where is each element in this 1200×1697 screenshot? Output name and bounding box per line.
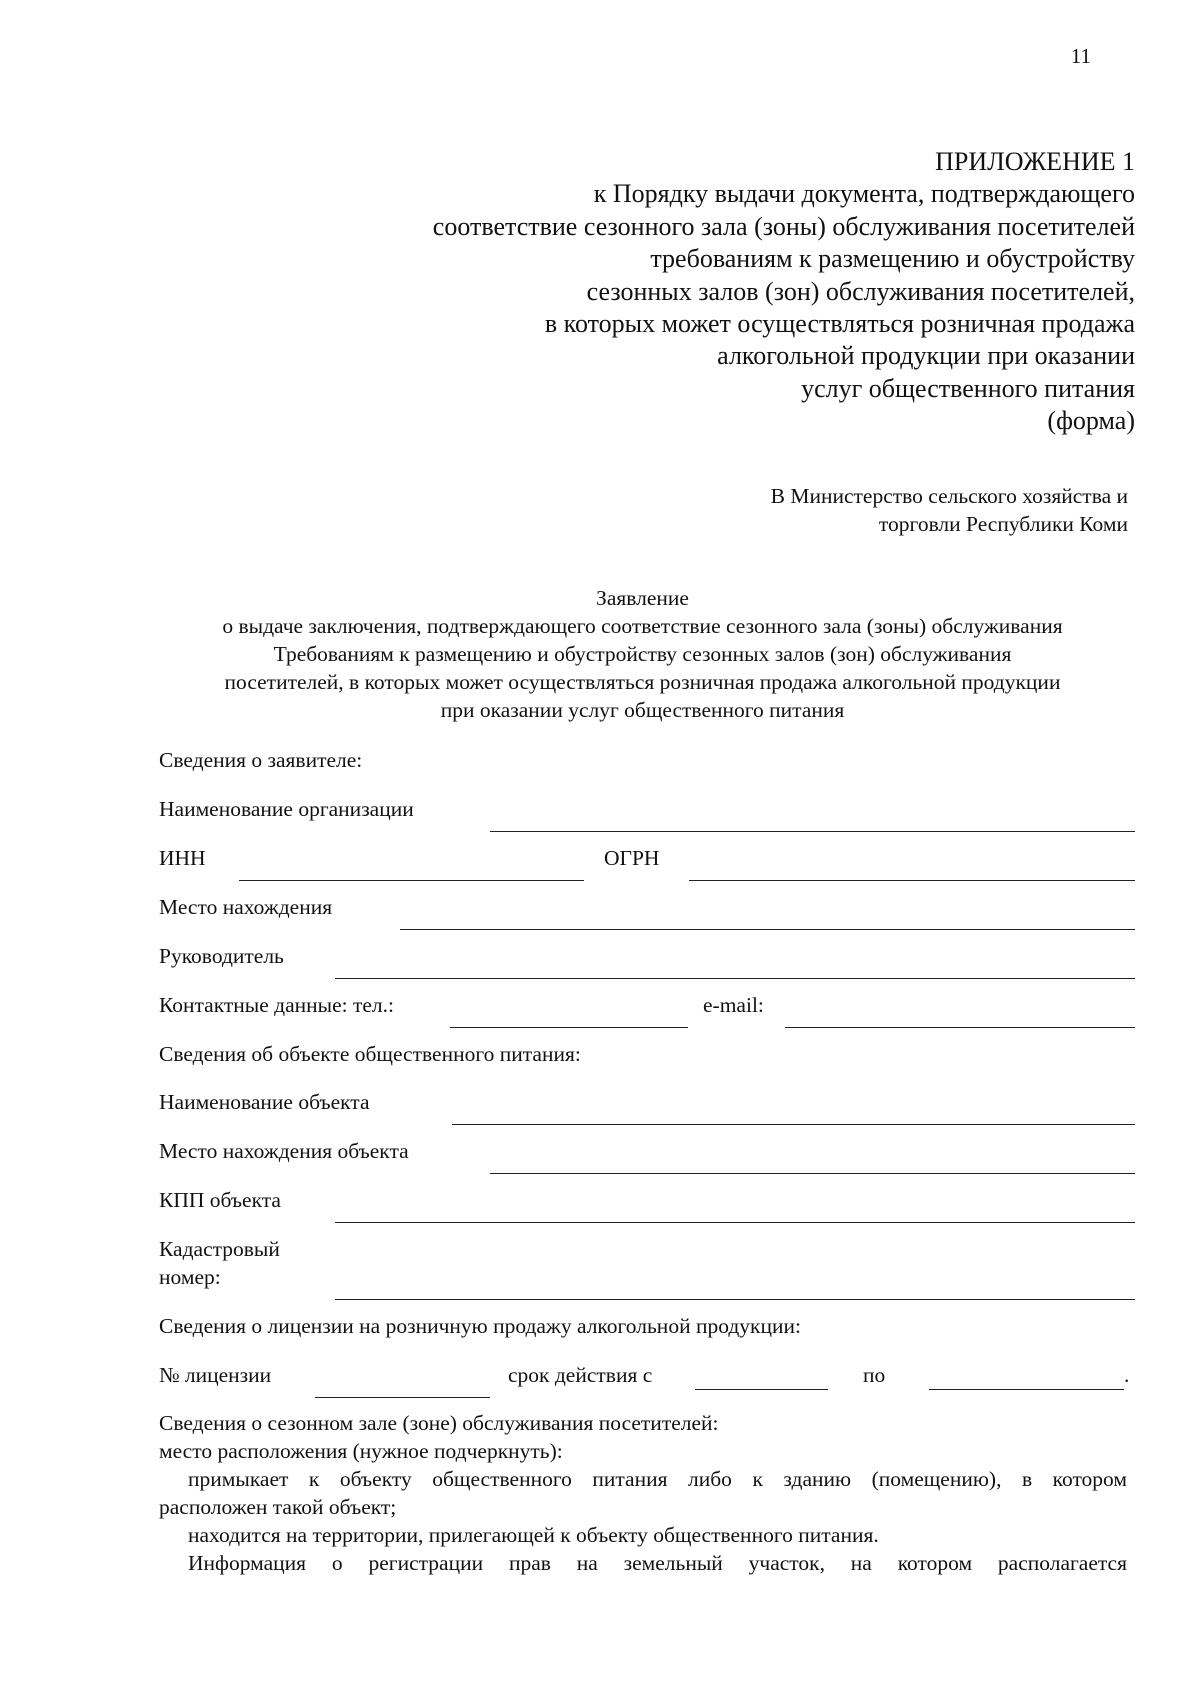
applicant-heading: Сведения о заявителе: (159, 748, 363, 772)
appendix-line: к Порядку выдачи документа, подтверждающего (593, 179, 1135, 209)
kpp-field[interactable] (335, 1222, 1135, 1223)
appendix-line: алкогольной продукции при оказании (717, 341, 1135, 371)
email-label: e-mail: (703, 993, 764, 1017)
valid-to-label: по (863, 1363, 886, 1387)
page-number: 11 (1070, 44, 1091, 68)
addressee-block (771, 482, 1128, 538)
phone-field[interactable] (450, 1027, 688, 1028)
license-heading: Сведения о лицензии на розничную продажу алкогольной продукции: (159, 1314, 801, 1338)
statement-line: о выдаче заключения, подтверждающего соответствие сезонного зала (зоны) обслуживания (222, 614, 1063, 638)
registration-info: Информация о регистрации прав на земельный участок, на котором располагается (188, 1551, 1127, 1575)
valid-from-field[interactable] (695, 1389, 828, 1390)
object-location-label: Место нахождения объекта (159, 1139, 409, 1163)
object-location-field[interactable] (490, 1173, 1135, 1174)
statement-title: Заявление (596, 586, 689, 610)
appendix-line: сезонных залов (зон) обслуживания посетителей, (586, 276, 1135, 306)
license-number-field[interactable] (315, 1397, 490, 1398)
inn-label: ИНН (159, 846, 206, 870)
head-label: Руководитель (159, 944, 284, 968)
org-name-label: Наименование организации (159, 797, 414, 821)
end-punct: . (1124, 1363, 1130, 1387)
appendix-line: в которых может осуществляться розничная продажа (544, 309, 1135, 339)
cadastral-label-cont: номер: (159, 1265, 221, 1289)
valid-to-field[interactable] (929, 1389, 1124, 1390)
statement-title-block (150, 584, 1135, 724)
head-field[interactable] (335, 978, 1135, 979)
object-name-field[interactable] (452, 1124, 1135, 1125)
addressee-line: торговли Республики Коми (878, 512, 1128, 536)
option-1-line-2: расположен такой объект; (159, 1495, 397, 1519)
addressee-line: В Министерство сельского хозяйства и (770, 484, 1128, 508)
ogrn-field[interactable] (689, 880, 1135, 881)
option-2: находится на территории, прилегающей к объекту общественного питания. (188, 1523, 879, 1547)
appendix-line: услуг общественного питания (801, 373, 1135, 403)
appendix-header (433, 146, 1135, 438)
org-name-field[interactable] (490, 831, 1135, 832)
statement-line: при оказании услуг общественного питания (440, 698, 845, 722)
valid-from-label: срок действия с (508, 1363, 653, 1387)
appendix-line: (форма) (1047, 406, 1135, 436)
appendix-line: ПРИЛОЖЕНИЕ 1 (935, 147, 1135, 176)
email-field[interactable] (785, 1027, 1135, 1028)
statement-line: Требованиям к размещению и обустройству сезонных залов (зон) обслуживания (273, 642, 1012, 666)
appendix-line: требованиям к размещению и обустройству (650, 244, 1135, 274)
kpp-label: КПП объекта (159, 1188, 281, 1212)
ogrn-label: ОГРН (604, 846, 660, 870)
location-label: Место нахождения (159, 895, 333, 919)
inn-field[interactable] (239, 880, 584, 881)
location-note: место расположения (нужное подчеркнуть): (159, 1439, 563, 1463)
appendix-line: соответствие сезонного зала (зоны) обслуживания посетителей (432, 211, 1135, 241)
phone-label: Контактные данные: тел.: (159, 993, 394, 1017)
license-number-label: № лицензии (159, 1363, 272, 1387)
statement-line: посетителей, в которых может осуществляться розничная продажа алкогольной продукции (224, 670, 1061, 694)
location-field[interactable] (400, 929, 1135, 930)
cadastral-label: Кадастровый (159, 1237, 280, 1261)
season-hall-heading: Сведения о сезонном зале (зоне) обслуживания посетителей: (159, 1411, 719, 1435)
object-name-label: Наименование объекта (159, 1090, 370, 1114)
option-1-line-1: примыкает к объекту общественного питания либо к зданию (помещению), в котором (188, 1467, 1127, 1491)
cadastral-field[interactable] (335, 1299, 1135, 1300)
catering-heading: Сведения об объекте общественного питания: (159, 1042, 581, 1066)
